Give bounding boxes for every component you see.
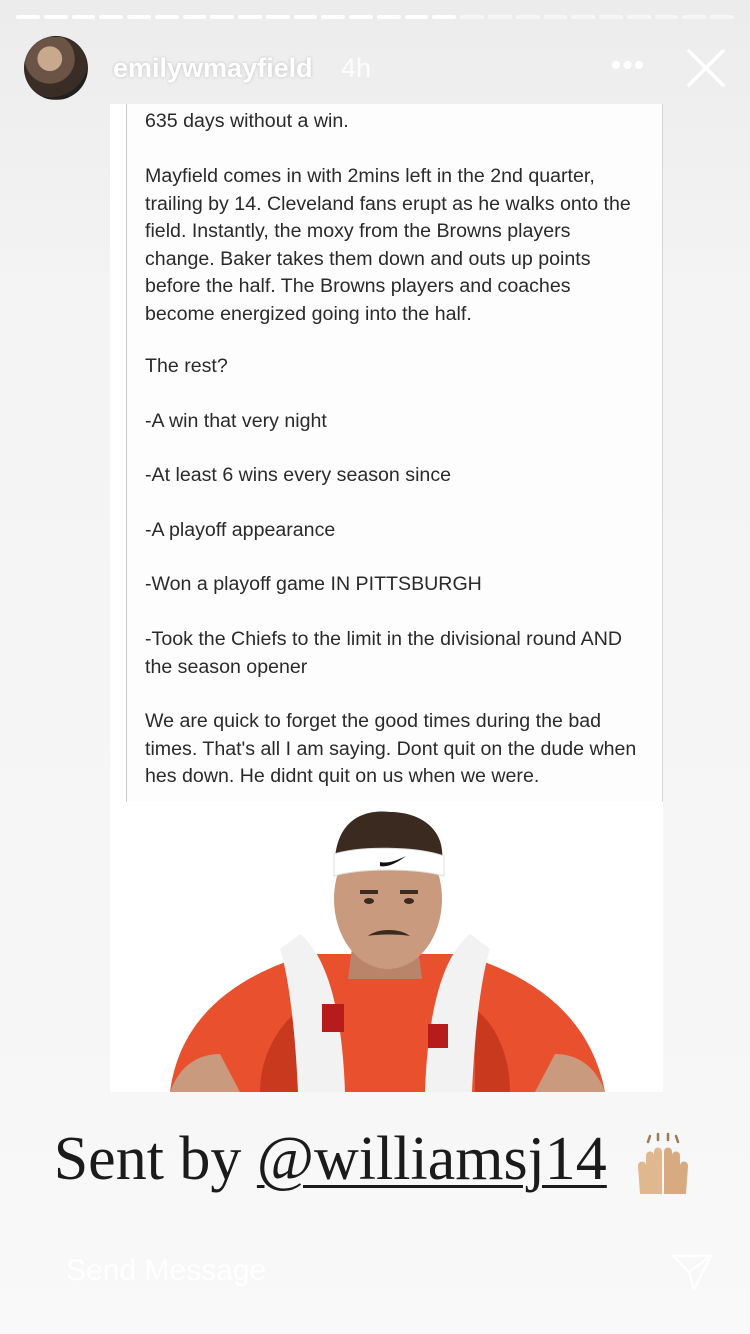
progress-segment — [710, 15, 734, 19]
player-photo — [110, 804, 663, 1092]
raising-hands-icon — [630, 1132, 696, 1198]
post-paragraph: -Won a playoff game IN PITTSBURGH — [145, 573, 482, 595]
progress-segment — [349, 15, 373, 19]
close-icon[interactable] — [686, 48, 726, 88]
progress-segment — [238, 15, 262, 19]
progress-segment — [210, 15, 234, 19]
post-paragraph: -A win that very night — [145, 410, 327, 432]
profile-avatar[interactable] — [24, 36, 88, 100]
caption-prefix: Sent by — [53, 1125, 257, 1193]
progress-segment — [516, 15, 540, 19]
post-paragraph: -At least 6 wins every season since — [145, 464, 452, 486]
progress-segment — [460, 15, 484, 19]
progress-segment — [127, 15, 151, 19]
progress-segment — [599, 15, 623, 19]
story-header — [24, 36, 726, 100]
mention-link[interactable]: @williamsj14 — [256, 1125, 607, 1193]
post-paragraph: -Took the Chiefs to the limit in the divisional round AND the season opener — [145, 628, 623, 678]
post-paragraph: -A playoff appearance — [145, 519, 336, 541]
progress-segment — [682, 15, 706, 19]
post-text — [126, 104, 663, 802]
post-paragraph: We are quick to forget the good times during the bad times. That's all I am saying. Dont quit on the dude when hes down. He didnt quit on us when we were. — [145, 710, 637, 787]
story-progress-bar — [16, 15, 734, 19]
progress-segment — [377, 15, 401, 19]
post-paragraph: The rest? — [145, 355, 228, 377]
shared-post-card — [110, 104, 663, 1092]
progress-segment — [321, 15, 345, 19]
progress-segment — [544, 15, 568, 19]
progress-segment — [72, 15, 96, 19]
send-message-input[interactable]: Send Message — [66, 1254, 267, 1287]
progress-segment — [655, 15, 679, 19]
progress-segment — [266, 15, 290, 19]
post-paragraph: Mayfield comes in with 2mins left in the 2nd quarter, trailing by 14. Cleveland fans erupt as he walks onto the field. Instantly, the moxy from the Browns players change. Baker takes them down and outs up points before the half. The Browns players and coaches become energized going into the half. — [145, 165, 631, 325]
more-options-icon[interactable]: ••• — [610, 49, 646, 82]
progress-segment — [571, 15, 595, 19]
post-paragraph: 635 days without a win. — [145, 110, 349, 132]
post-time: 4h — [341, 53, 372, 83]
progress-segment — [183, 15, 207, 19]
progress-segment — [294, 15, 318, 19]
progress-segment — [44, 15, 68, 19]
send-icon[interactable] — [670, 1252, 714, 1292]
username[interactable]: emilywmayfield — [113, 53, 313, 83]
progress-segment — [432, 15, 456, 19]
progress-segment — [155, 15, 179, 19]
progress-segment — [16, 15, 40, 19]
progress-segment — [405, 15, 429, 19]
progress-segment — [99, 15, 123, 19]
story-caption — [0, 1124, 750, 1198]
progress-segment — [627, 15, 651, 19]
progress-segment — [488, 15, 512, 19]
